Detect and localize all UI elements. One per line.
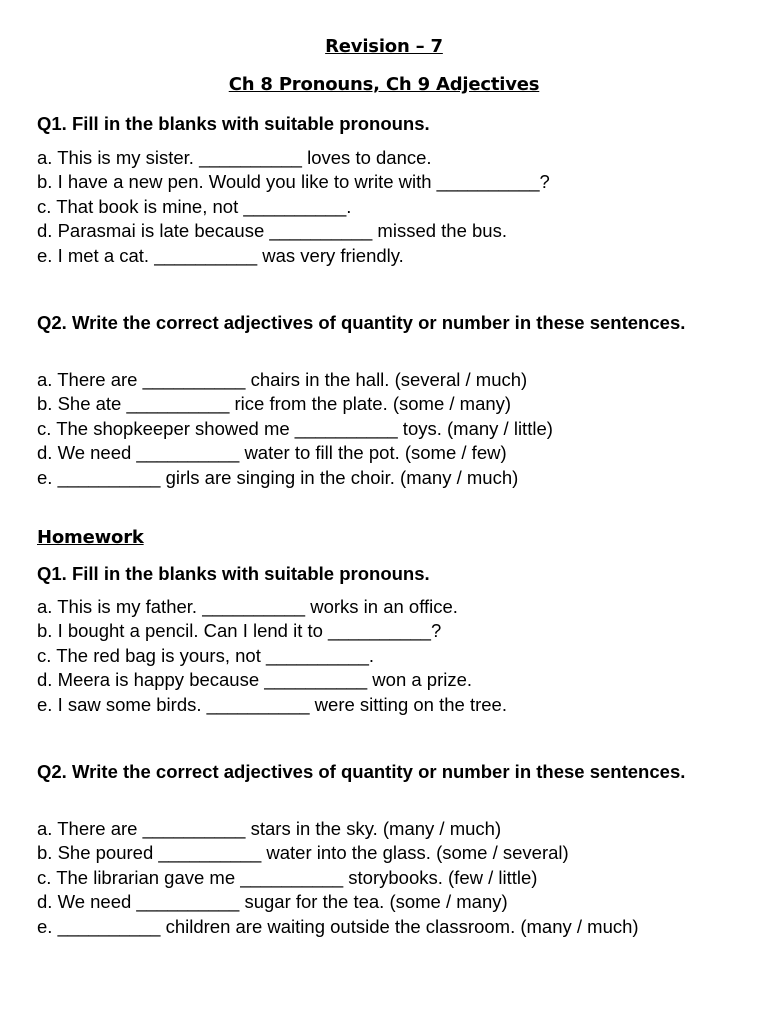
question-item: e. I met a cat. __________ was very friendly. xyxy=(37,244,404,266)
revision-q1-list xyxy=(37,146,747,268)
homework-q2-list xyxy=(37,817,747,939)
question-item: c. The librarian gave me __________ storybooks. (few / little) xyxy=(37,866,538,888)
question-item: e. __________ children are waiting outside the classroom. (many / much) xyxy=(37,915,639,937)
question-item: d. We need __________ sugar for the tea. (some / many) xyxy=(37,891,508,913)
question-item: c. The shopkeeper showed me __________ toys. (many / little) xyxy=(37,417,553,439)
question-item: d. Parasmai is late because __________ missed the bus. xyxy=(37,220,507,242)
revision-q2-list xyxy=(37,368,747,490)
question-item: b. I bought a pencil. Can I lend it to __________? xyxy=(37,620,442,642)
question-item: b. She ate __________ rice from the plate. (some / many) xyxy=(37,393,512,415)
question-item: c. That book is mine, not __________. xyxy=(37,195,352,217)
homework-q2-heading: Q2. Write the correct adjectives of quantity or number in these sentences. xyxy=(37,761,686,782)
homework-q1-heading: Q1. Fill in the blanks with suitable pronouns. xyxy=(37,563,430,584)
question-item: a. There are __________ stars in the sky. (many / much) xyxy=(37,818,502,839)
question-item: e. I saw some birds. __________ were sitting on the tree. xyxy=(37,693,507,715)
page-title: Revision – 7 xyxy=(325,36,443,57)
revision-q1-heading: Q1. Fill in the blanks with suitable pronouns. xyxy=(37,113,430,134)
homework-label: Homework xyxy=(37,527,144,548)
question-item: d. We need __________ water to fill the pot. (some / few) xyxy=(37,442,507,464)
question-item: a. There are __________ chairs in the hall. (several / much) xyxy=(37,369,528,390)
question-item: c. The red bag is yours, not __________. xyxy=(37,644,375,666)
homework-q1-list xyxy=(37,595,747,717)
question-item: b. I have a new pen. Would you like to write with __________? xyxy=(37,171,550,193)
revision-q2-heading: Q2. Write the correct adjectives of quantity or number in these sentences. xyxy=(37,312,686,333)
question-item: a. This is my father. __________ works in an office. xyxy=(37,596,458,617)
question-item: e. __________ girls are singing in the choir. (many / much) xyxy=(37,466,519,488)
question-item: d. Meera is happy because __________ won a prize. xyxy=(37,669,473,691)
chapter-subtitle: Ch 8 Pronouns, Ch 9 Adjectives xyxy=(228,74,540,95)
question-item: b. She poured __________ water into the glass. (some / several) xyxy=(37,842,569,864)
question-item: a. This is my sister. __________ loves to dance. xyxy=(37,147,432,168)
